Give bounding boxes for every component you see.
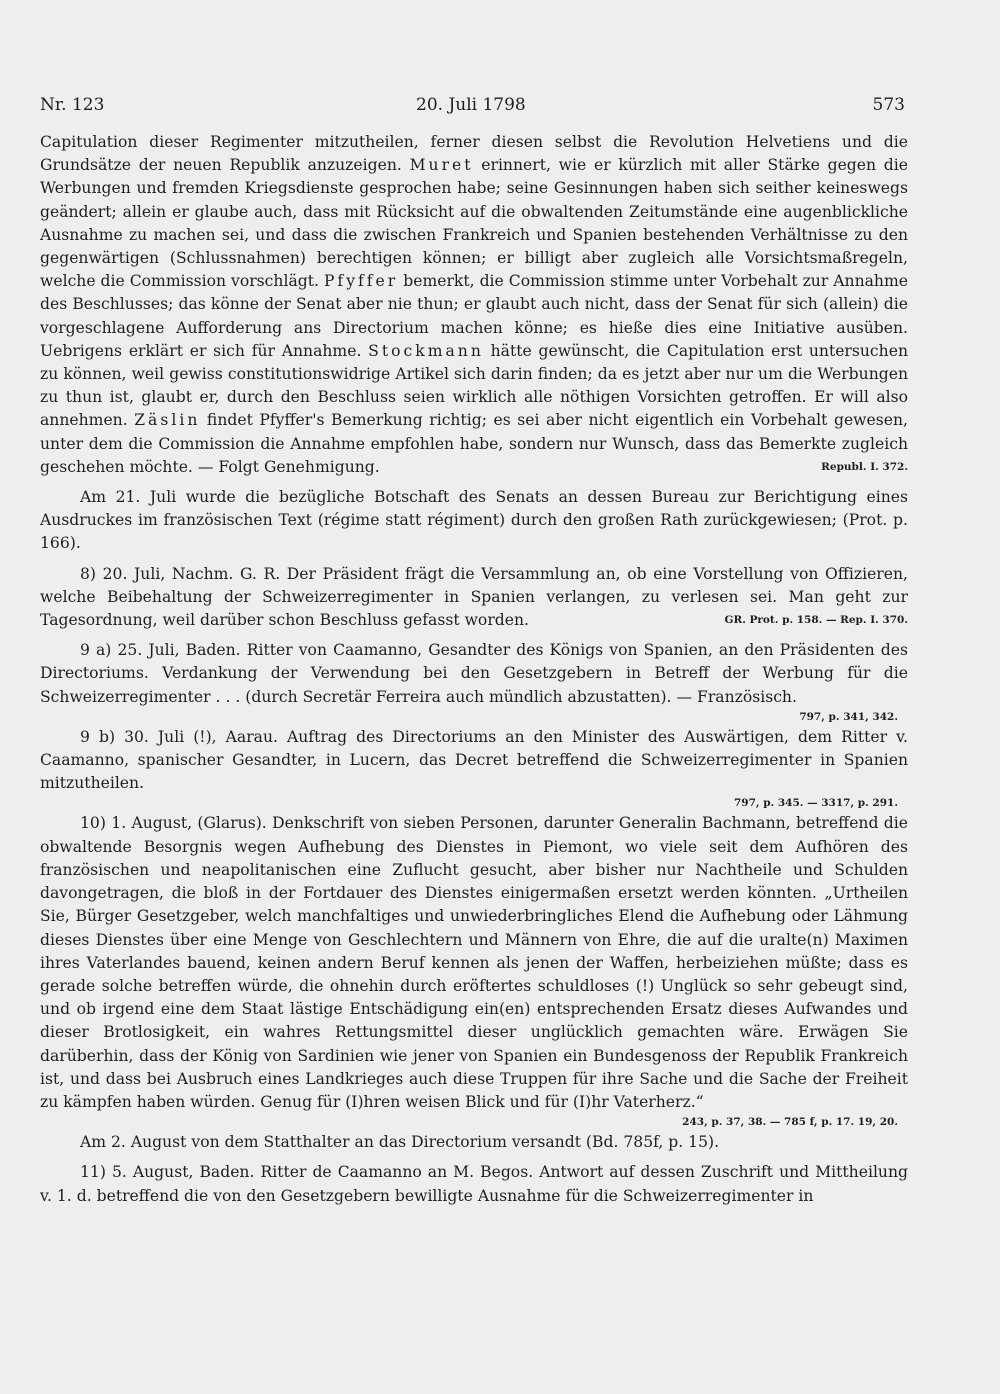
paragraph-senate-debate: Capitulation dieser Regimenter mitzutheilen, ferner diesen selbst die Revolution Helvetiens und die Grundsätze der neuen Republik anzuzeigen. Muret erinnert, wie er kürzlich mit aller Stärke gegen die Werbungen und fremden Kriegsdienste gesprochen habe; seine Gesinnungen haben sich seither keineswegs geändert; allein er glaube auch, dass mit Rücksicht auf die obwaltenden Zeitumstände eine augenblickliche Ausnahme zu machen sei, und dass die zwischen Frankreich und Spanien bestehenden Verhältnisse zu den gegenwärtigen (Schlussnahmen) berechtigen können; er billigt aber zugleich alle Vorsichtsmaßregeln, welche die Commission vorschlägt. Pfyffer bemerkt, die Commission stimme unter Vorbehalt zur Annahme des Beschlusses; das könne der Senat aber nie thun; er glaubt auch nicht, dass der Senat für sich (allein) die vorgeschlagene Aufforderung ans Directorium machen könne; es hieße dies eine Initiative ausüben. Uebrigens erklärt er sich für Annahme. Stockmann hätte gewünscht, die Capitulation erst untersuchen zu können, weil gewiss constitutionswidrige Artikel sich darin finden; da es jetzt aber nur um die Werbungen zu thun ist, glaubt er, durch den Beschluss seien wirklich alle nöthigen Vorsichten getroffen. Er will also annehmen. Zäslin findet Pfyffer's Bemerkung richtig; es sei aber nicht eigentlich ein Vorbehalt gewesen, unter dem die Commission die Annahme empfohlen habe, sondern nur Wunsch, dass das Bemerkte zugleich geschehen möchte. — Folgt Genehmigung. Republ. I. 372. <box>40 131 908 479</box>
paragraph-am-21-juli: Am 21. Juli wurde die bezügliche Botschaft des Senats an dessen Bureau zur Berichtigung eines Ausdruckes im französischen Text (régime statt régiment) durch den großen Rath zurückgewiesen; (Prot. p. 166). <box>40 488 908 553</box>
page-number: 573 <box>872 95 905 115</box>
source-reference: 797, p. 345. — 3317, p. 291. <box>733 797 898 810</box>
paragraph-entry-8: 8) 20. Juli, Nachm. G. R. Der Präsident frägt die Versammlung an, ob eine Vorstellung von Offizieren, welche Beibehaltung der Schweizerregimenter in Spanien verlangen, zu verlesen sei. Man geht zur Tagesordnung, weil darüber schon Beschluss gefasst worden. GR. Prot. p. 158. — Rep. I. 370. <box>40 563 908 633</box>
page-date: 20. Juli 1798 <box>416 95 526 115</box>
paragraph-entry-10: 10) 1. August, (Glarus). Denkschrift von sieben Personen, darunter Generalin Bachmann, betreffend die obwaltende Besorgnis wegen Aufhebung des Dienstes in Piemont, wo viele seit dem Aufhören des französischen und neapolitanischen eine Zuflucht gesucht, aber bisher nur Nachtheile und Schulden davongetragen, die bloß in der Fortdauer des Dienstes einigermaßen ersetzt werden könnten. „Urtheilen Sie, Bürger Gesetzgeber, welch manchfaltiges und unwiederbringliches Elend die Aufhebung oder Lähmung dieses Dienstes über eine Menge von Geschlechtern und Männern von Ehre, die auf die uralte(n) Maximen ihres Vaterlandes bauend, keinen andern Beruf kennen als jenen der Waffen, herbeiziehen müßte; dass es gerade solche betreffen würde, die ohnehin durch eröftertes schuldloses (!) Unglück so sehr gebeugt sind, und ob irgend eine dem Staat lästige Entschädigung ein(en) entsprechenden Ersatz dieses Aufwandes und dieser Brotlosigkeit, ein wahres Rettungsmittel dieser unglücklich gemachten wäre. Erwägen Sie darüberhin, dass der König von Sardinien wie jener von Spanien ein Bundesgenoss der Republik Frankreich ist, und dass bei Ausbruch eines Landkrieges auch diese Truppen für ihre Sache und die Sache der Freiheit zu kämpfen haben würden. Genug für (I)hren weisen Blick und für (I)hr Vaterherz.“ <box>40 814 908 1111</box>
paragraph-entry-9b: 9 b) 30. Juli (!), Aarau. Auftrag des Directoriums an den Minister des Auswärtigen, dem Ritter v. Caamanno, spanischer Gesandter, in Lucern, das Decret betreffend die Schweizerregimenter in Spanien mitzutheilen. <box>40 727 908 793</box>
document-number: Nr. 123 <box>40 95 105 115</box>
page-header <box>40 95 905 121</box>
source-reference: 243, p. 37, 38. — 785 f, p. 17. 19, 20. <box>682 1116 898 1129</box>
page-body <box>40 131 908 1208</box>
source-reference: Republ. I. 372. <box>821 460 908 473</box>
paragraph-entry-9a: 9 a) 25. Juli, Baden. Ritter von Caamanno, Gesandter des Königs von Spanien, an den Präsidenten des Directoriums. Verdankung der Verwendung bei den Gesetzgebern in Betreff der Werbung für die Schweizerregimenter . . . (durch Secretär Ferreira auch mündlich abzustatten). — Französisch. <box>40 641 908 706</box>
source-reference: GR. Prot. p. 158. — Rep. I. 370. <box>724 614 908 627</box>
speaker-stockmann: Stockmann <box>368 341 484 360</box>
paragraph-am-2-august: Am 2. August von dem Statthalter an das Directorium versandt (Bd. 785f, p. 15). <box>80 1133 720 1152</box>
paragraph-entry-11: 11) 5. August, Baden. Ritter de Caamanno an M. Begos. Antwort auf dessen Zuschrift und Mittheilung v. 1. d. betreffend die von den Gesetzgebern bewilligte Ausnahme für die Schweizerregimenter in <box>40 1163 908 1205</box>
speaker-muret: Muret <box>409 156 474 175</box>
speaker-pfyffer: Pfyffer <box>323 272 399 291</box>
speaker-zaeslin: Zäslin <box>134 411 201 430</box>
source-reference: 797, p. 341, 342. <box>799 710 898 723</box>
